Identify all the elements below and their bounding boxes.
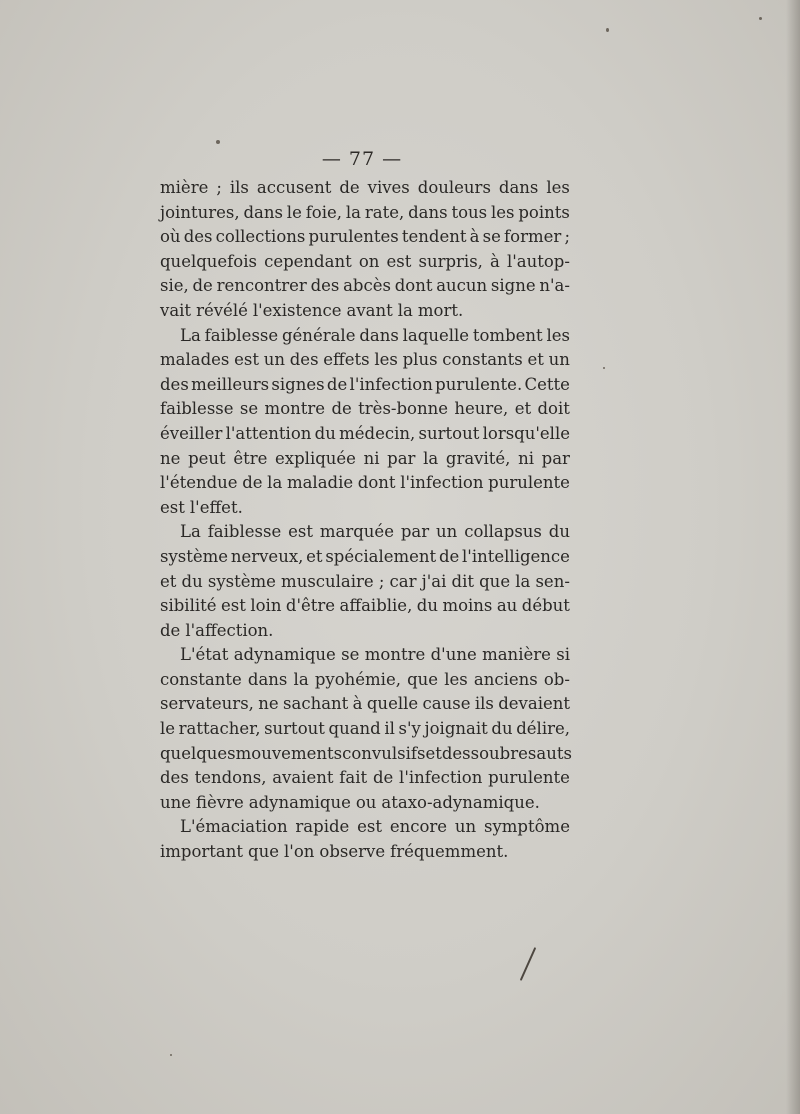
paper-speck <box>216 140 220 144</box>
word: mort. <box>417 300 464 320</box>
word: montre <box>264 399 326 419</box>
word: de <box>372 768 394 788</box>
word: convulsifs <box>342 743 426 763</box>
word: faiblesse <box>204 325 279 345</box>
word: est <box>234 350 260 370</box>
word: manière <box>482 645 551 665</box>
word: purulentes <box>308 227 399 247</box>
word: l'effet. <box>189 497 243 517</box>
word: soubresauts <box>470 743 572 763</box>
word: des <box>160 768 189 788</box>
word: La <box>180 522 201 542</box>
word: foie, <box>305 202 343 222</box>
word: surpris, <box>418 251 483 271</box>
word: ; <box>564 227 570 247</box>
word: l'on <box>284 842 315 862</box>
word: de <box>326 374 348 394</box>
word: signes <box>271 374 325 394</box>
paper-speck <box>603 367 605 369</box>
word: former <box>504 227 562 247</box>
word: ni <box>518 448 534 468</box>
word: adynamique <box>248 792 351 812</box>
word: fait <box>339 768 368 788</box>
word: est <box>221 596 246 616</box>
text-line <box>160 447 570 472</box>
word: du <box>314 423 336 443</box>
word: dit <box>451 571 474 591</box>
word: les <box>374 350 398 370</box>
word: une <box>160 792 192 812</box>
word: spécialement <box>325 546 437 566</box>
word: et <box>527 350 544 370</box>
word: révélé <box>196 300 248 320</box>
word: d'une <box>430 645 477 665</box>
word: les <box>444 669 468 689</box>
word: surtout <box>418 423 480 443</box>
word: ne <box>258 694 279 714</box>
word: affaiblie, <box>339 596 413 616</box>
word: ou <box>355 792 377 812</box>
word: du <box>548 522 570 542</box>
word: doit <box>537 399 570 419</box>
word: de <box>160 620 181 640</box>
word: est <box>386 251 412 271</box>
text-line <box>160 594 570 619</box>
word: La <box>180 325 201 345</box>
word: vait <box>160 300 192 320</box>
word: du <box>416 596 438 616</box>
word: un <box>454 817 477 837</box>
word: générale <box>281 325 356 345</box>
word: tombent <box>472 325 543 345</box>
word: joignait <box>424 719 488 739</box>
word: dans <box>243 202 283 222</box>
word: marquée <box>319 522 394 542</box>
word: où <box>160 227 181 247</box>
word: malades <box>160 350 230 370</box>
word: lorsqu'elle <box>482 423 570 443</box>
text-line <box>160 496 570 521</box>
word: par <box>400 522 430 542</box>
word: avant <box>346 300 393 320</box>
word: par <box>541 448 570 468</box>
word: ; <box>378 571 385 591</box>
text-line <box>160 742 570 767</box>
word: anciens <box>473 669 538 689</box>
word: se <box>482 227 501 247</box>
word: sachant <box>283 694 349 714</box>
text-line <box>160 668 570 693</box>
word: avaient <box>272 768 334 788</box>
word: d'être <box>285 596 336 616</box>
word: points <box>518 202 570 222</box>
word: des <box>183 227 213 247</box>
word: de <box>339 178 360 197</box>
word: purulente <box>488 768 570 788</box>
word: signe <box>490 276 536 296</box>
word: délire, <box>516 719 570 739</box>
word: ne <box>160 448 181 468</box>
word: un <box>436 522 458 542</box>
word: observe <box>319 842 386 862</box>
word: dans <box>408 202 448 222</box>
word: l'étendue <box>160 473 238 493</box>
word: devaient <box>498 694 570 714</box>
word: symptôme <box>483 817 570 837</box>
word: ataxo-adynamique. <box>381 792 540 812</box>
word: Cette <box>524 374 570 394</box>
text-line <box>160 373 570 398</box>
word: éveiller <box>160 423 223 443</box>
word: du <box>181 571 203 591</box>
word: du <box>491 719 513 739</box>
word: n'a- <box>539 276 570 296</box>
word: l'infection <box>349 374 433 394</box>
word: fréquemment. <box>390 842 509 862</box>
word: est <box>357 817 383 837</box>
paper-speck <box>606 28 609 32</box>
word: purulente. <box>435 374 523 394</box>
word: quand <box>328 719 381 739</box>
word: si <box>556 645 570 665</box>
text-line <box>160 619 570 644</box>
word: les <box>546 325 570 345</box>
word: à <box>352 694 363 714</box>
word: constants <box>442 350 523 370</box>
word: l'autop- <box>506 251 570 271</box>
word: un <box>548 350 570 370</box>
word: j'ai <box>421 571 447 591</box>
word: montre <box>364 645 426 665</box>
word: aucun <box>436 276 488 296</box>
word: douleurs <box>417 178 491 197</box>
word: dans <box>247 669 288 689</box>
word: début <box>521 596 570 616</box>
text-line <box>160 324 570 349</box>
word: tous <box>451 202 488 222</box>
word: peut <box>188 448 226 468</box>
text-line <box>160 274 570 299</box>
word: nerveux, <box>230 546 304 566</box>
word: et <box>514 399 532 419</box>
word: les <box>546 178 570 197</box>
word: mouvements <box>235 743 343 763</box>
word: de <box>438 546 460 566</box>
word: sen- <box>535 571 570 591</box>
word: adynamique <box>233 645 336 665</box>
paper-speck <box>759 17 762 20</box>
text-line <box>160 397 570 422</box>
word: collections <box>215 227 306 247</box>
word: rattacher, <box>178 719 261 739</box>
word: loin <box>250 596 282 616</box>
word: le <box>160 719 176 739</box>
word: la <box>267 473 283 493</box>
word: ob- <box>543 669 570 689</box>
text-line <box>160 815 570 840</box>
word: tendent <box>401 227 467 247</box>
word: la <box>397 300 413 320</box>
word: des <box>160 374 189 394</box>
word: encore <box>389 817 448 837</box>
text-line <box>160 348 570 373</box>
word: et <box>160 571 177 591</box>
word: rate, <box>364 202 405 222</box>
word: de <box>192 276 213 296</box>
word: se <box>341 645 360 665</box>
word: que <box>248 842 280 862</box>
word: des <box>441 743 471 763</box>
word: meilleurs <box>191 374 270 394</box>
word: par <box>387 448 416 468</box>
word: laquelle <box>402 325 470 345</box>
text-line <box>160 471 570 496</box>
word: surtout <box>264 719 325 739</box>
word: ils <box>474 694 494 714</box>
word: des <box>289 350 319 370</box>
word: L'état <box>180 645 229 665</box>
word: important <box>160 842 244 862</box>
word: se <box>239 399 259 419</box>
word: musculaire <box>281 571 374 591</box>
text-line <box>160 520 570 545</box>
text-line <box>160 225 570 250</box>
word: servateurs, <box>160 694 254 714</box>
word: heure, <box>454 399 509 419</box>
word: la <box>423 448 439 468</box>
word: effets <box>323 350 370 370</box>
word: la <box>515 571 531 591</box>
word: la <box>345 202 362 222</box>
word: gravité, <box>445 448 511 468</box>
word: rapide <box>295 817 350 837</box>
word: fièvre <box>196 792 244 812</box>
word: des <box>310 276 340 296</box>
word: au <box>496 596 518 616</box>
word: sie, <box>160 276 189 296</box>
text-line <box>160 545 570 570</box>
word: on <box>358 251 380 271</box>
word: est <box>288 522 313 542</box>
word: car <box>389 571 417 591</box>
word: être <box>233 448 268 468</box>
word: faiblesse <box>207 522 282 542</box>
word: constante <box>160 669 242 689</box>
text-line <box>160 250 570 275</box>
text-line <box>160 643 570 668</box>
text-line <box>160 766 570 791</box>
word: de <box>242 473 263 493</box>
text-line <box>160 570 570 595</box>
page-number: — 77 — <box>321 148 403 170</box>
word: l'attention <box>225 423 312 443</box>
word: ni <box>363 448 380 468</box>
word: quelquefois <box>160 251 257 271</box>
word: l'infection <box>399 768 483 788</box>
word: maladie <box>286 473 354 493</box>
word: les <box>491 202 515 222</box>
word: L'émaciation <box>180 817 288 837</box>
word: quelques <box>160 743 236 763</box>
text-line <box>160 299 570 324</box>
word: tendons, <box>194 768 267 788</box>
word: sibilité <box>160 596 217 616</box>
word: l'infection <box>400 473 484 493</box>
word: expliquée <box>275 448 356 468</box>
word: dont <box>357 473 396 493</box>
word: collapsus <box>464 522 542 542</box>
word: cause <box>422 694 471 714</box>
word: s'y <box>398 719 421 739</box>
word: dans <box>359 325 399 345</box>
word: ; <box>216 178 222 197</box>
word: système <box>207 571 276 591</box>
word: à <box>469 227 480 247</box>
word: purulente <box>488 473 570 493</box>
word: que <box>407 669 439 689</box>
text-line <box>160 176 570 201</box>
text-line <box>160 692 570 717</box>
word: la <box>293 669 309 689</box>
word: faiblesse <box>160 399 234 419</box>
word: plus <box>402 350 438 370</box>
word: jointures, <box>160 202 240 222</box>
text-line <box>160 791 570 816</box>
text-line <box>160 840 570 865</box>
word: et <box>425 743 442 763</box>
paper-speck <box>170 1054 172 1056</box>
pen-mark <box>520 947 536 981</box>
text-line <box>160 422 570 447</box>
word: ils <box>229 178 249 197</box>
word: accusent <box>256 178 332 197</box>
word: dans <box>498 178 539 197</box>
word: à <box>490 251 500 271</box>
word: l'affection. <box>185 620 274 640</box>
word: système <box>160 546 229 566</box>
word: de <box>331 399 352 419</box>
word: rencontrer <box>216 276 307 296</box>
word: que <box>479 571 511 591</box>
word: moins <box>442 596 493 616</box>
word: quelle <box>366 694 419 714</box>
word: pyohémie, <box>314 669 401 689</box>
word: mière <box>160 178 209 197</box>
word: vives <box>367 178 410 197</box>
word: très-bonne <box>358 399 448 419</box>
word: et <box>306 546 323 566</box>
word: médecin, <box>339 423 416 443</box>
word: dont <box>394 276 433 296</box>
word: cependant <box>264 251 352 271</box>
word: l'existence <box>252 300 342 320</box>
word: un <box>263 350 286 370</box>
text-line <box>160 201 570 226</box>
word: est <box>160 497 185 517</box>
word: l'intelligence <box>462 546 570 566</box>
word: le <box>286 202 302 222</box>
word: il <box>384 719 395 739</box>
word: abcès <box>343 276 391 296</box>
body-text <box>160 176 570 865</box>
text-line <box>160 717 570 742</box>
page-edge-shadow <box>786 0 800 1114</box>
